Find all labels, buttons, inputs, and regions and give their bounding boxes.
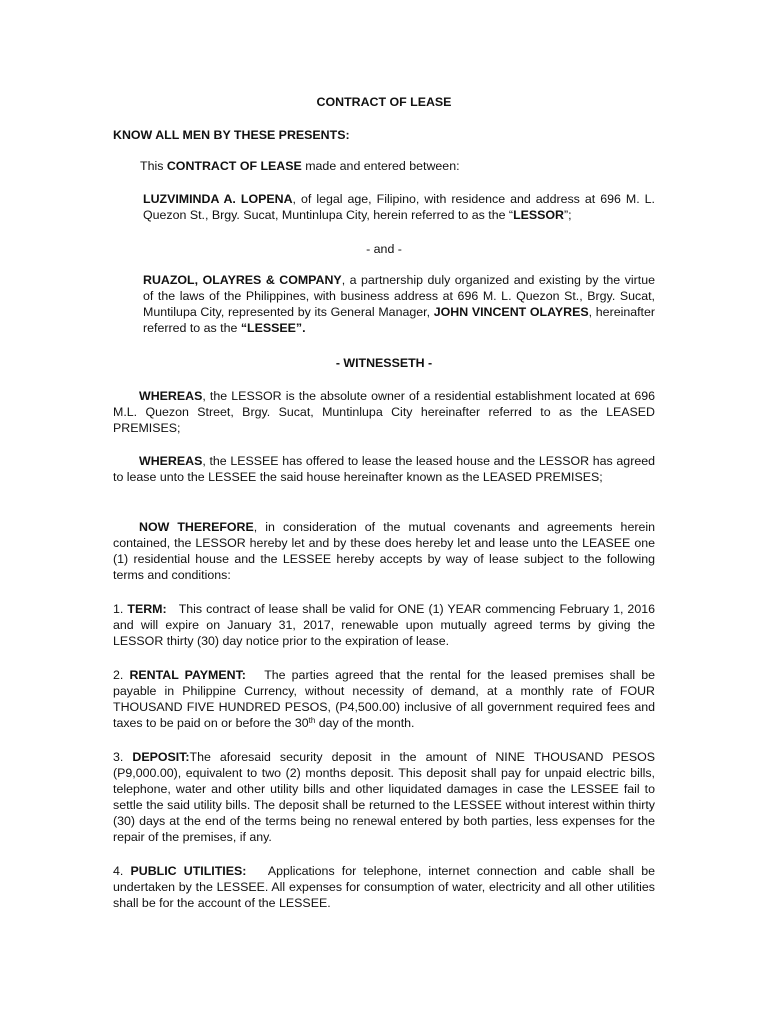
lessor-role: LESSOR (513, 208, 565, 222)
know-all-heading: KNOW ALL MEN BY THESE PRESENTS: (113, 128, 350, 142)
witnesseth-heading: - WITNESSETH - (335, 356, 433, 370)
lessor-name: LUZVIMINDA A. LOPENA (143, 192, 293, 206)
clause-rental-payment: 2. RENTAL PAYMENT: The parties agreed that the rental for the leased premises shall be payable in Philippine Currency, without necessity of demand, at a monthly rate of FOUR THOUSAND FIVE HUNDRED PESOS, (P4,500.00) inclusive of all government required fees and taxes to be paid on or before the 30th day of the month. (113, 668, 655, 730)
whereas-paragraph-2: WHEREAS, the LESSEE has offered to lease the leased house and the LESSOR has agreed to lease unto the LESSEE the said house hereinafter known as the LEASED PREMISES; (113, 454, 655, 484)
lessee-role: “LESSEE”. (240, 321, 306, 335)
intro-paragraph: This CONTRACT OF LEASE made and entered between: (140, 159, 460, 173)
clause-public-utilities: 4. PUBLIC UTILITIES: Applications for telephone, internet connection and cable shall be undertaken by the LESSEE. All expenses for consumption of water, electricity and all other utilities shall be for the account of the LESSEE. (113, 864, 655, 910)
now-therefore-paragraph: NOW THEREFORE, in consideration of the mutual covenants and agreements herein contained, the LESSOR hereby let and by these does hereby let and lease unto the LEASEE one (1) residential house and the LESSEE hereby accepts by way of lease subject to the following terms and conditions: (113, 520, 656, 582)
whereas-paragraph-1: WHEREAS, the LESSOR is the absolute owner of a residential establishment located at 696 M.L. Quezon Street, Brgy. Sucat, Muntinlupa City hereinafter referred to as the LEASED PREMISES; (113, 389, 655, 435)
clause-term: 1. TERM: This contract of lease shall be valid for ONE (1) YEAR commencing February 1, 2016 and will expire on January 31, 2017, renewable upon mutually agreed terms by giving the LESSOR thirty (30) day notice prior to the expiration of lease. (113, 602, 656, 648)
and-separator: - and - (366, 242, 402, 256)
lessee-name: RUAZOL, OLAYRES & COMPANY (143, 273, 342, 287)
clause-deposit: 3. DEPOSIT:The aforesaid security deposit in the amount of NINE THOUSAND PESOS (P9,000.00), equivalent to two (2) months deposit. This deposit shall pay for unpaid electric bills, telephone, water and other utility bills and other liquidated damages in case the LESSEE fail to settle the said utility bills. The deposit shall be returned to the LESSEE without interest within thirty (30) days at the end of the terms being no renewal entered by both parties, less expenses for the repair of the premises, if any. (113, 750, 655, 844)
lessee-paragraph: RUAZOL, OLAYRES & COMPANY, a partnership duly organized and existing by the virtue of the laws of the Philippines, with business address at 696 M. L. Quezon St., Brgy. Sucat, Muntilupa City, represented by its General Manager, JOHN VINCENT OLAYRES, hereinafter referred to as the “LESSEE”. (143, 273, 656, 335)
document-title: CONTRACT OF LEASE (316, 95, 452, 109)
lessor-paragraph: LUZVIMINDA A. LOPENA, of legal age, Filipino, with residence and address at 696 M. L. Quezon St., Brgy. Sucat, Muntinlupa City, herein referred to as the “LESSOR”; (143, 192, 656, 222)
lessee-manager: JOHN VINCENT OLAYRES (433, 305, 589, 319)
